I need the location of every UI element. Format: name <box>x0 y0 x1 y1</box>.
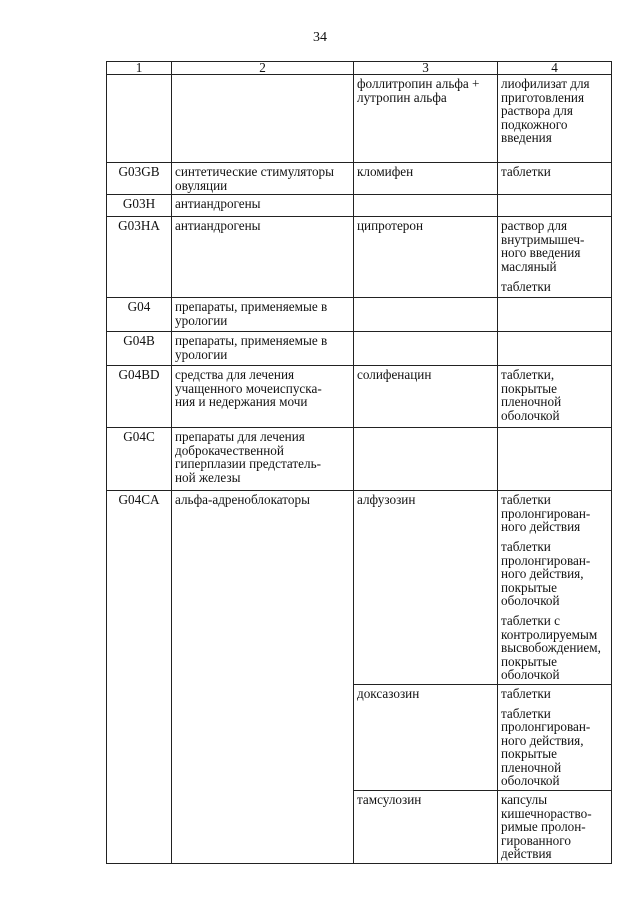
forms-cell <box>498 491 612 685</box>
dosage-form: таблетки <box>501 685 551 701</box>
group-cell: средства для лечения учащенного мочеиспуска- ния и недержания мочи <box>172 366 354 428</box>
forms-cell <box>498 298 612 332</box>
group-cell <box>172 75 354 163</box>
drug-cell <box>354 428 498 491</box>
drug-cell: алфузозин <box>354 491 498 685</box>
header-cell: 3 <box>354 62 498 75</box>
forms-cell <box>498 163 612 195</box>
atc-code-cell: G03HA <box>107 217 172 298</box>
header-cell: 1 <box>107 62 172 75</box>
dosage-form: таблетки <box>501 164 551 179</box>
dosage-form: таблетки, покрытые пленочной оболочкой <box>501 367 562 423</box>
drug-cell: кломифен <box>354 163 498 195</box>
group-cell: альфа-адреноблокаторы <box>172 491 354 864</box>
table-row <box>107 163 612 195</box>
table-row <box>107 491 612 685</box>
header-cell: 4 <box>498 62 612 75</box>
drug-cell: солифенацин <box>354 366 498 428</box>
drug-cell <box>354 332 498 366</box>
dosage-form: лиофилизат для приготовления раствора для подкожного введения <box>501 76 590 146</box>
dosage-form: капсулы кишечнораство- римые пролон- гированного действия <box>501 792 592 862</box>
dosage-form: раствор для внутримышеч- ного введения масляный <box>501 218 585 274</box>
atc-code-cell: G04BD <box>107 366 172 428</box>
table-row <box>107 332 612 366</box>
forms-cell <box>498 791 612 864</box>
atc-code-cell: G04CA <box>107 491 172 864</box>
atc-code-cell <box>107 75 172 163</box>
drug-table <box>106 61 612 864</box>
dosage-form: таблетки с контролируемым высвобождением, покрытые оболочкой <box>501 612 601 683</box>
dosage-form: таблетки пролонгирован- ного действия <box>501 492 591 535</box>
group-cell: препараты для лечения доброкачественной гиперплазии предстатель- ной железы <box>172 428 354 491</box>
table-row <box>107 366 612 428</box>
header-cell: 2 <box>172 62 354 75</box>
dosage-form: таблетки пролонгирован- ного действия, покрытые оболочкой <box>501 538 591 609</box>
header-row <box>107 62 612 75</box>
drug-cell: ципротерон <box>354 217 498 298</box>
atc-code-cell: G04 <box>107 298 172 332</box>
group-cell: синтетические стимуляторы овуляции <box>172 163 354 195</box>
drug-cell <box>354 298 498 332</box>
forms-cell <box>498 366 612 428</box>
atc-code-cell: G03GB <box>107 163 172 195</box>
drug-cell: фоллитропин альфа + лутропин альфа <box>354 75 498 163</box>
table-row <box>107 217 612 298</box>
forms-cell <box>498 217 612 298</box>
group-cell: препараты, применяемые в урологии <box>172 332 354 366</box>
forms-cell <box>498 332 612 366</box>
page-number: 34 <box>313 30 327 45</box>
table-row <box>107 75 612 163</box>
forms-cell <box>498 428 612 491</box>
table-row <box>107 428 612 491</box>
drug-cell: доксазозин <box>354 684 498 790</box>
forms-cell <box>498 684 612 790</box>
forms-cell <box>498 75 612 163</box>
group-cell: препараты, применяемые в урологии <box>172 298 354 332</box>
atc-code-cell: G04B <box>107 332 172 366</box>
forms-cell <box>498 195 612 217</box>
atc-code-cell: G04C <box>107 428 172 491</box>
table-row <box>107 195 612 217</box>
group-cell: антиандрогены <box>172 195 354 217</box>
dosage-form: таблетки <box>501 278 551 294</box>
drug-cell: тамсулозин <box>354 791 498 864</box>
drug-cell <box>354 195 498 217</box>
dosage-form: таблетки пролонгирован- ного действия, покрытые пленочной оболочкой <box>501 705 591 789</box>
atc-code-cell: G03H <box>107 195 172 217</box>
group-cell: антиандрогены <box>172 217 354 298</box>
table-row <box>107 298 612 332</box>
